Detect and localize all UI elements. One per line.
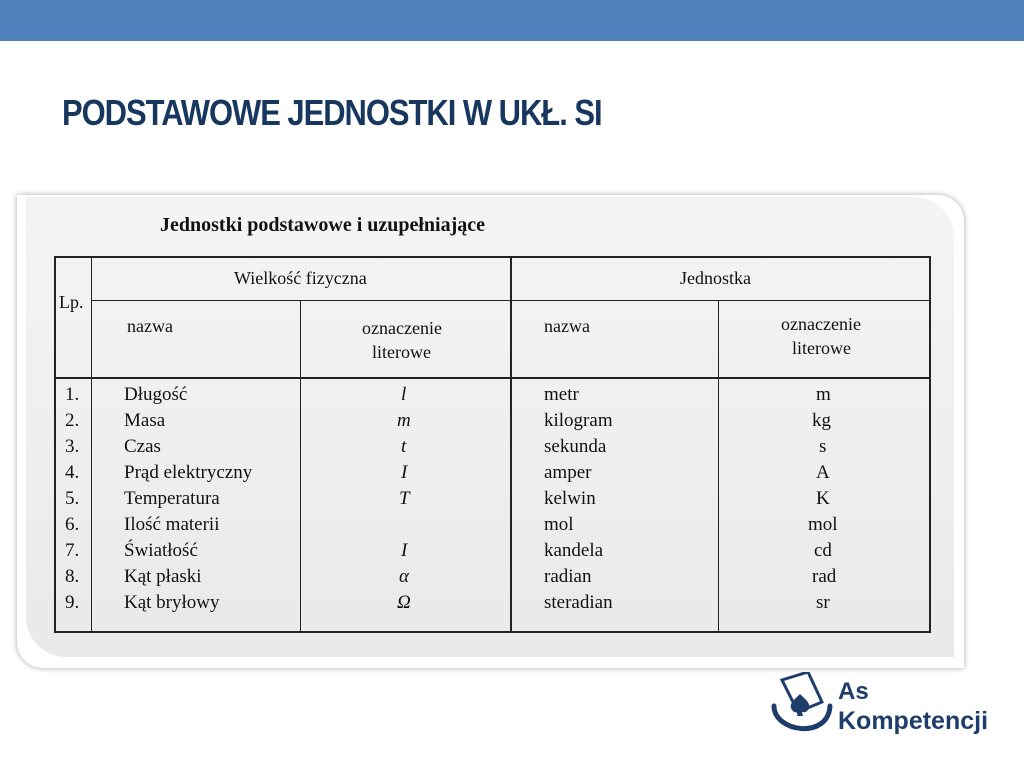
- row-lp: 5.: [65, 488, 80, 509]
- row-symbol: I: [401, 540, 408, 561]
- header-unit-name: nazwa: [544, 316, 590, 336]
- table-rule-left: [54, 256, 56, 633]
- table-rule-quantity: [300, 300, 301, 633]
- row-unit-symbol: cd: [814, 540, 832, 561]
- table-rule-lp: [91, 256, 92, 633]
- row-unit: kandela: [544, 540, 604, 561]
- table-rule-bottom: [54, 631, 931, 633]
- table-rule-header: [54, 377, 931, 379]
- row-lp: 6.: [65, 514, 80, 535]
- spade-card-icon: [768, 672, 834, 744]
- row-unit-symbol: A: [816, 462, 830, 483]
- row-unit-symbol: sr: [816, 592, 830, 613]
- row-unit-symbol: m: [816, 384, 831, 405]
- logo-line1: As: [838, 678, 869, 705]
- table-caption: Jednostki podstawowe i uzupełniające: [160, 214, 486, 236]
- logo-line2: Kompetencji: [838, 707, 989, 735]
- row-quantity: Ilość materii: [124, 514, 220, 535]
- row-lp: 2.: [65, 410, 80, 431]
- row-quantity: Długość: [124, 384, 188, 405]
- row-quantity: Temperatura: [124, 488, 220, 509]
- row-quantity: Masa: [124, 410, 166, 431]
- row-unit: kelwin: [544, 488, 596, 509]
- table-rule-unit: [718, 300, 719, 633]
- row-lp: 9.: [65, 592, 80, 613]
- header-lp: Lp.: [59, 292, 84, 312]
- top-accent-bar: [0, 0, 1024, 41]
- row-unit: metr: [544, 384, 579, 405]
- row-symbol: α: [399, 566, 409, 587]
- slide-title: PODSTAWOWE JEDNOSTKI W UKŁ. SI: [62, 92, 602, 133]
- row-symbol: t: [401, 436, 407, 457]
- row-quantity: Czas: [124, 436, 161, 457]
- row-unit-symbol: kg: [812, 410, 831, 431]
- row-lp: 3.: [65, 436, 80, 457]
- row-unit: radian: [544, 566, 592, 587]
- header-unit-group: Jednostka: [680, 268, 751, 288]
- row-unit: kilogram: [544, 410, 613, 431]
- row-symbol: Ω: [397, 592, 411, 613]
- row-unit: amper: [544, 462, 592, 483]
- table-rule-top: [54, 256, 931, 258]
- row-symbol: l: [401, 384, 407, 405]
- row-unit-symbol: mol: [808, 514, 838, 535]
- row-quantity: Światłość: [124, 540, 198, 561]
- row-lp: 8.: [65, 566, 80, 587]
- row-unit: sekunda: [544, 436, 607, 457]
- row-unit-symbol: s: [819, 436, 827, 457]
- row-unit: steradian: [544, 592, 613, 613]
- row-unit: mol: [544, 514, 574, 535]
- row-symbol: m: [397, 410, 411, 431]
- header-quantity-name: nazwa: [127, 316, 173, 336]
- row-symbol: T: [399, 488, 410, 509]
- row-quantity: Prąd elektryczny: [124, 462, 253, 483]
- header-unit-symbol-2: literowe: [792, 338, 851, 358]
- row-quantity: Kąt bryłowy: [124, 592, 220, 613]
- header-quantity-symbol-1: oznaczenie: [362, 318, 442, 338]
- table-rule-right: [929, 256, 931, 633]
- row-symbol: I: [401, 462, 408, 483]
- header-unit-symbol-1: oznaczenie: [781, 314, 861, 334]
- row-lp: 1.: [65, 384, 80, 405]
- row-unit-symbol: K: [816, 488, 830, 509]
- row-quantity: Kąt płaski: [124, 566, 202, 587]
- row-lp: 7.: [65, 540, 80, 561]
- header-quantity-symbol-2: literowe: [372, 342, 431, 362]
- table-rule-middle: [510, 256, 512, 633]
- header-quantity-group: Wielkość fizyczna: [234, 268, 367, 288]
- row-lp: 4.: [65, 462, 80, 483]
- row-unit-symbol: rad: [812, 566, 837, 587]
